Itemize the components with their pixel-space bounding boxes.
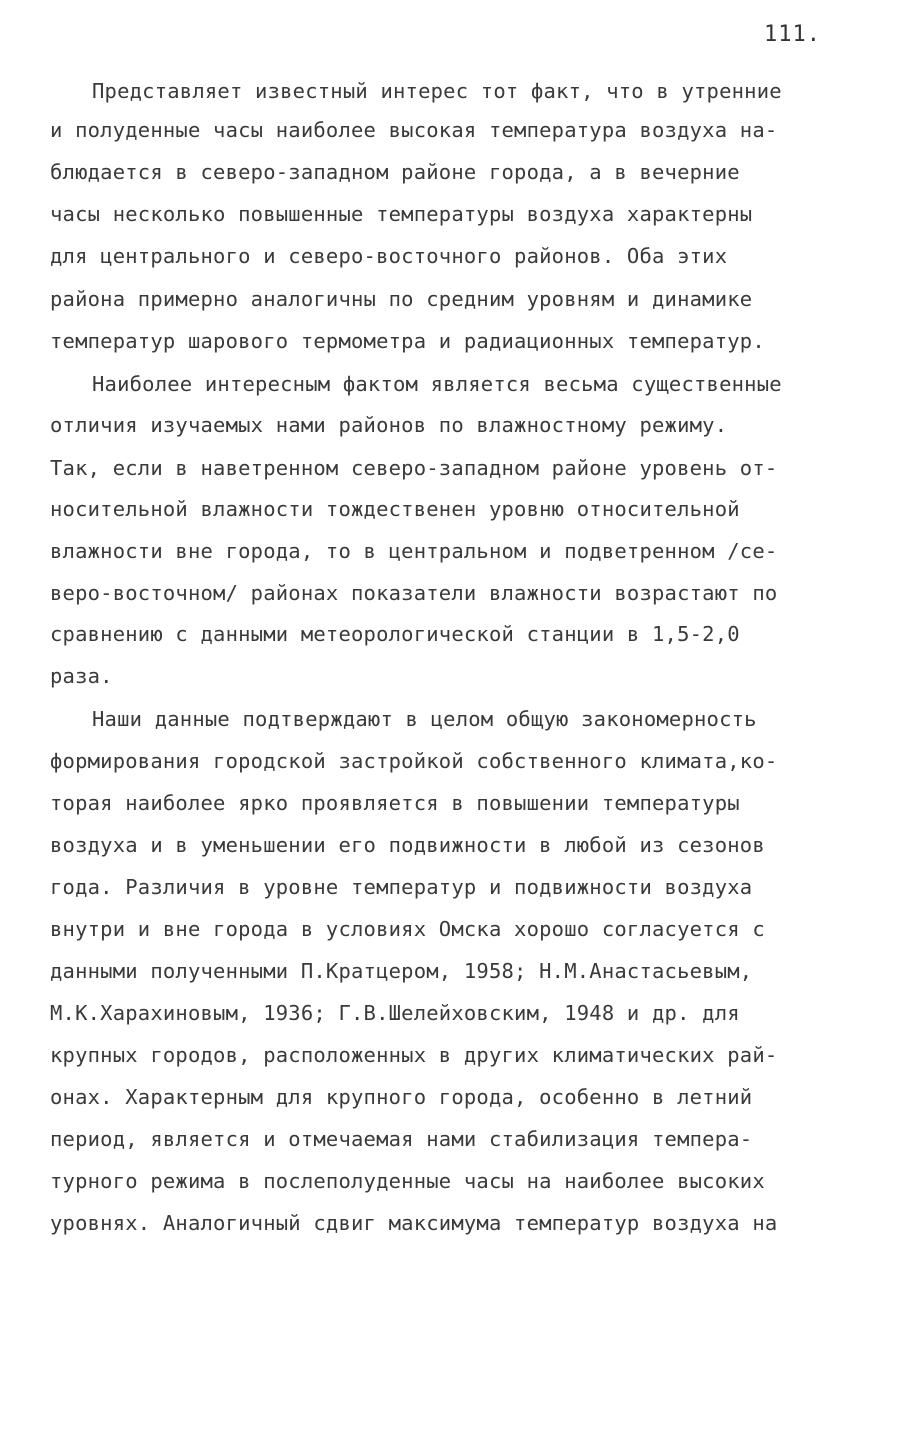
- paragraph-1-line-5: для центрального и северо-восточного районов. Оба этих: [50, 244, 728, 268]
- paragraph-3-line-7: данными полученными П.Кратцером, 1958; Н.М.Анастасьевым,: [50, 959, 753, 983]
- paragraph-1-line-4: часы несколько повышенные температуры воздуха характерны: [50, 202, 753, 226]
- paragraph-3-line-12: турного режима в послеполуденные часы на наиболее высоких: [50, 1169, 765, 1193]
- paragraph-3-line-10: онах. Характерным для крупного города, особенно в летний: [50, 1085, 753, 1109]
- paragraph-1-line-6: района примерно аналогичны по средним уровням и динамике: [50, 287, 753, 311]
- paragraph-3-line-4: воздуха и в уменьшении его подвижности в любой из сезонов: [50, 833, 765, 857]
- page-number: 111.: [764, 22, 821, 47]
- paragraph-2-line-4: носительной влажности тождественен уровню относительной: [50, 497, 740, 521]
- paragraph-3-line-8: М.К.Харахиновым, 1936; Г.В.Шелейховским, 1948 и др. для: [50, 1001, 740, 1025]
- paragraph-2-line-7: сравнению с данными метеорологической станции в 1,5-2,0: [50, 622, 740, 646]
- paragraph-3-line-2: формирования городской застройкой собственного климата,ко-: [50, 749, 778, 773]
- paragraph-3-line-9: крупных городов, расположенных в других климатических рай-: [50, 1043, 778, 1067]
- paragraph-2-line-3: Так, если в наветренном северо-западном районе уровень от-: [50, 456, 778, 480]
- paragraph-3-line-6: внутри и вне города в условиях Омска хорошо согласуется с: [50, 917, 765, 941]
- paragraph-1-line-2: и полуденные часы наиболее высокая температура воздуха на-: [50, 118, 778, 142]
- paragraph-2-line-8: раза.: [50, 664, 113, 688]
- paragraph-2-line-1: Наиболее интересным фактом является весьма существенные: [92, 372, 782, 396]
- paragraph-3-line-5: года. Различия в уровне температур и подвижности воздуха: [50, 875, 753, 899]
- paragraph-2-line-2: отличия изучаемых нами районов по влажностному режиму.: [50, 413, 728, 437]
- paragraph-1-line-7: температур шарового термометра и радиационных температур.: [50, 329, 765, 353]
- paragraph-2-line-5: влажности вне города, то в центральном и подветренном /се-: [50, 539, 778, 563]
- paragraph-3-line-3: торая наиболее ярко проявляется в повышении температуры: [50, 791, 740, 815]
- paragraph-2-line-6: веро-восточном/ районах показатели влажности возрастают по: [50, 581, 778, 605]
- paragraph-1-line-3: блюдается в северо-западном районе города, а в вечерние: [50, 160, 740, 184]
- paragraph-3-line-11: период, является и отмечаемая нами стабилизация темпера-: [50, 1127, 753, 1151]
- paragraph-3-line-1: Наши данные подтверждают в целом общую закономерность: [92, 707, 757, 731]
- paragraph-3-line-13: уровнях. Аналогичный сдвиг максимума температур воздуха на: [50, 1211, 778, 1235]
- paragraph-1-line-1: Представляет известный интерес тот факт, что в утренние: [92, 79, 782, 103]
